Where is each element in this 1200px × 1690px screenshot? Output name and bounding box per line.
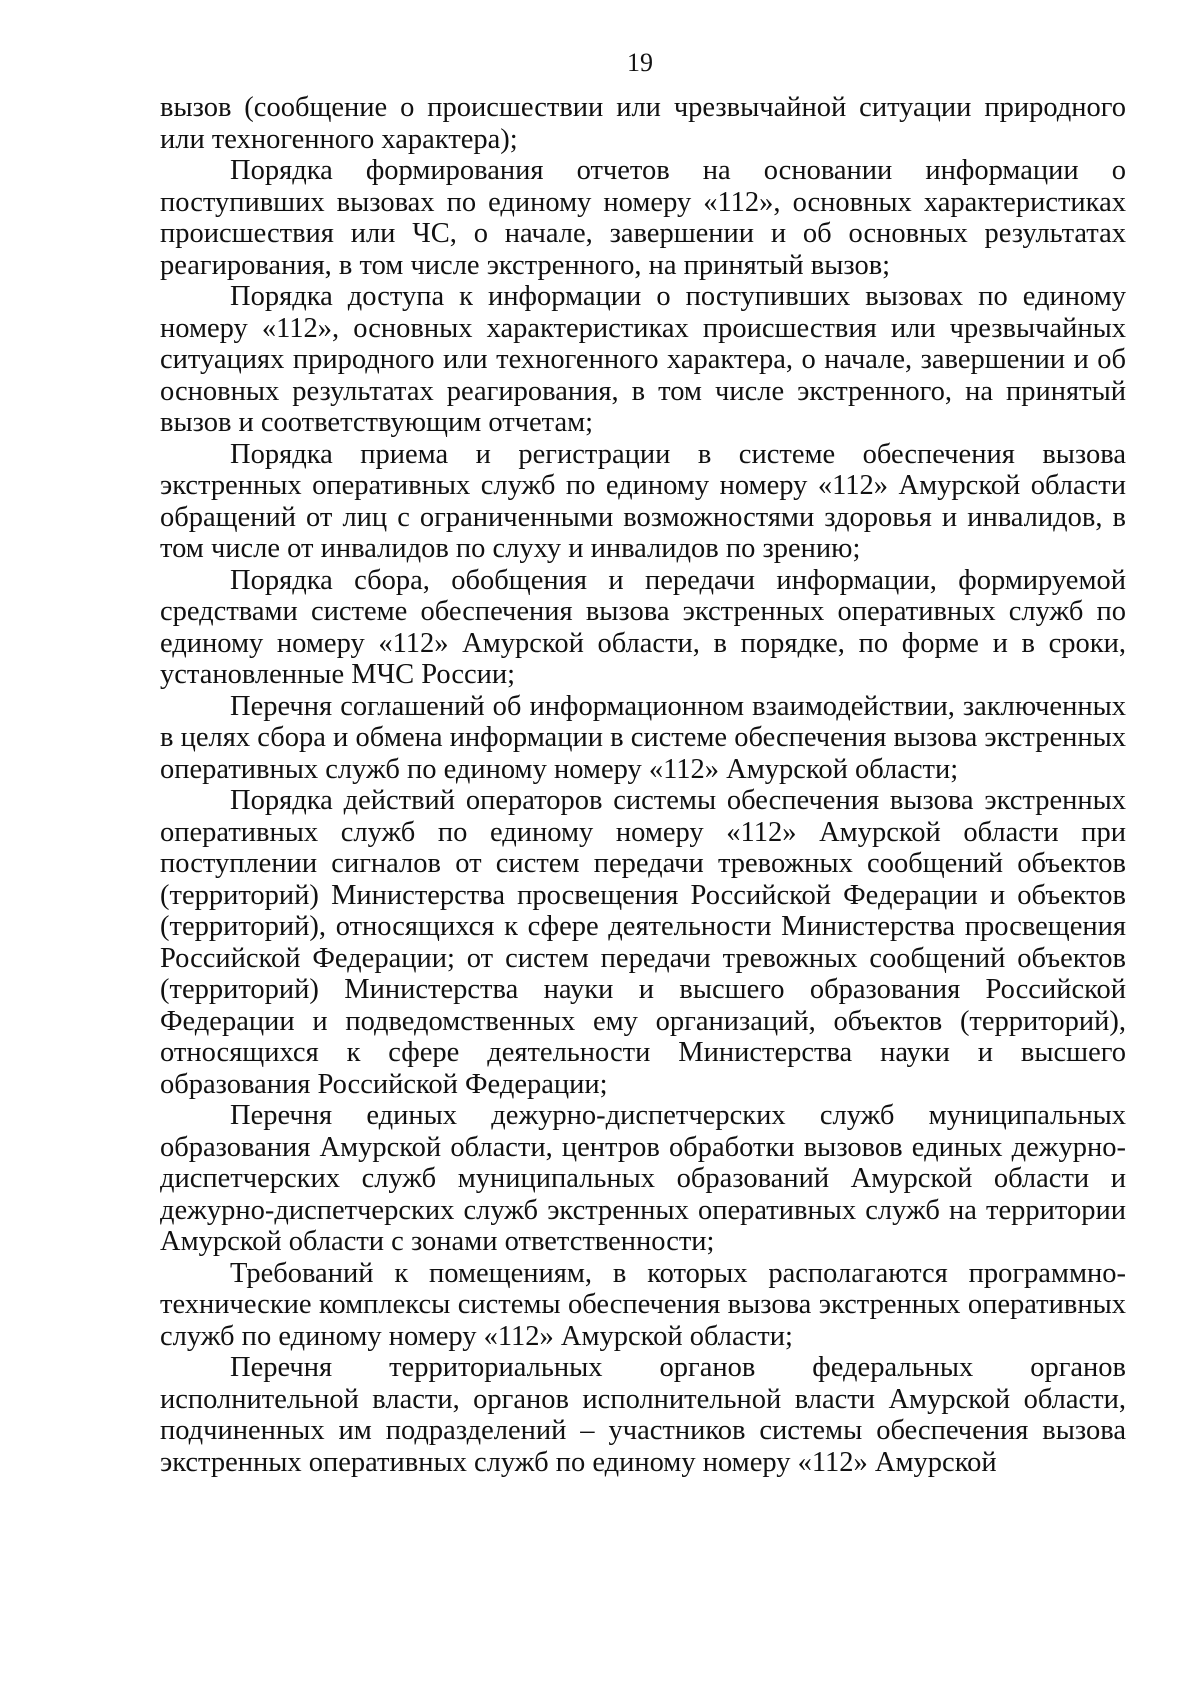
paragraph-operator-actions-procedure: Порядка действий операторов системы обеспечения вызова экстренных оперативных служб по единому номеру «112» Амурской области при поступлении сигналов от систем передачи тревожных сообщений объектов (территорий) Министерства просвещения Российской Федерации и объектов (территорий), относящихся к сфере деятельности Министерства просвещения Российской Федерации; от систем передачи тревожных сообщений объектов (территорий) Министерства науки и высшего образования Российской Федерации и подведомственных ему организаций, объектов (территорий), относящихся к сфере деятельности Министерства науки и высшего образования Российской Федерации; bbox=[160, 785, 1126, 1100]
paragraph-access-procedure: Порядка доступа к информации о поступивших вызовах по единому номеру «112», основных характеристиках происшествия или чрезвычайных ситуациях природного или техногенного характера, о начале, завершении и об основных результатах реагирования, в том числе экстренного, на принятый вызов и соответствующим отчетам; bbox=[160, 281, 1126, 438]
paragraph-continuation: вызов (сообщение о происшествии или чрезвычайной ситуации природного или техногенного характера); bbox=[160, 92, 1126, 155]
document-body bbox=[160, 92, 1126, 1478]
paragraph-dispatch-services-list: Перечня единых дежурно-диспетчерских служб муниципальных образования Амурской области, центров обработки вызовов единых дежурно-диспетчерских служб муниципальных образований Амурской области и дежурно-диспетчерских служб экстренных оперативных служб на территории Амурской области с зонами ответственности; bbox=[160, 1100, 1126, 1257]
paragraph-participants-list: Перечня территориальных органов федеральных органов исполнительной власти, органов исполнительной власти Амурской области, подчиненных им подразделений – участников системы обеспечения вызова экстренных оперативных служб по единому номеру «112» Амурской bbox=[160, 1352, 1126, 1478]
paragraph-disability-calls-procedure: Порядка приема и регистрации в системе обеспечения вызова экстренных оперативных служб по единому номеру «112» Амурской области обращений от лиц с ограниченными возможностями здоровья и инвалидов, в том числе от инвалидов по слуху и инвалидов по зрению; bbox=[160, 438, 1126, 564]
paragraph-reports-procedure: Порядка формирования отчетов на основании информации о поступивших вызовах по единому номеру «112», основных характеристиках происшествия или ЧС, о начале, завершении и об основных результатах реагирования, в том числе экстренного, на принятый вызов; bbox=[160, 155, 1126, 281]
paragraph-premises-requirements: Требований к помещениям, в которых располагаются программно-технические комплексы системы обеспечения вызова экстренных оперативных служб по единому номеру «112» Амурской области; bbox=[160, 1257, 1126, 1352]
page-number: 19 bbox=[627, 48, 653, 77]
paragraph-agreements-list: Перечня соглашений об информационном взаимодействии, заключенных в целях сбора и обмена информации в системе обеспечения вызова экстренных оперативных служб по единому номеру «112» Амурской области; bbox=[160, 690, 1126, 785]
paragraph-information-collection-procedure: Порядка сбора, обобщения и передачи информации, формируемой средствами системе обеспечения вызова экстренных оперативных служб по единому номеру «112» Амурской области, в порядке, по форме и в сроки, установленные МЧС России; bbox=[160, 564, 1126, 690]
